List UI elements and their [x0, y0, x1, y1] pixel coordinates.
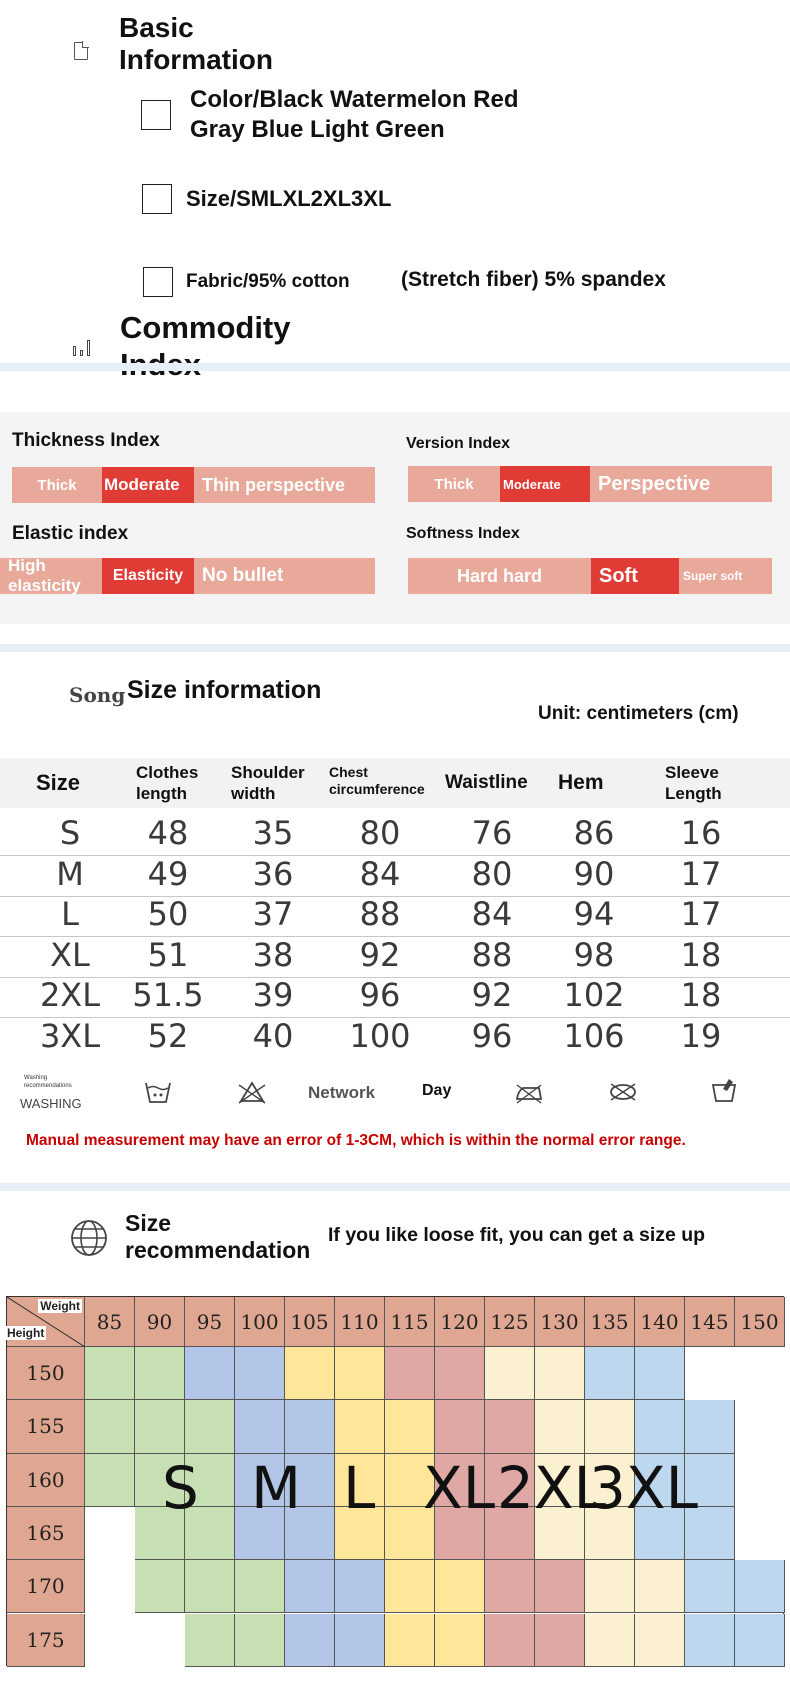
section-divider: [0, 363, 790, 371]
measurement-cell: 92: [471, 976, 513, 1014]
height-header-cell: 170: [7, 1560, 85, 1613]
size-name-cell: XL: [50, 936, 90, 974]
weight-header-cell: 110: [335, 1297, 385, 1347]
measurement-cell: 49: [147, 855, 189, 893]
size-cell: [485, 1614, 535, 1667]
size-cell: [185, 1560, 235, 1613]
header-clothes-length: Clothes length: [136, 763, 199, 803]
softness-hard-segment: Hard hard: [408, 558, 591, 594]
size-cell: [685, 1347, 735, 1400]
size-zone-label: 3XL: [589, 1454, 698, 1522]
measurement-cell: 35: [252, 814, 294, 852]
size-cell: [535, 1614, 585, 1667]
size-name-cell: M: [56, 855, 84, 893]
size-cell: [85, 1454, 135, 1507]
document-icon: [74, 42, 88, 60]
globe-icon: [70, 1219, 108, 1257]
size-cell: [485, 1347, 535, 1400]
size-cell: [335, 1400, 385, 1453]
size-cell: [485, 1560, 535, 1613]
no-dry-clean-icon: [608, 1079, 638, 1105]
weight-header-cell: 125: [485, 1297, 535, 1347]
softness-supersoft-segment: Super soft: [679, 558, 772, 594]
weight-header-cell: 100: [235, 1297, 285, 1347]
size-cell: [235, 1400, 285, 1453]
size-name-cell: 3XL: [39, 1017, 101, 1055]
measurement-cell: 36: [252, 855, 294, 893]
measurement-cell: 16: [680, 814, 722, 852]
size-cell: [635, 1560, 685, 1613]
thickness-thin-segment: Thin perspective: [194, 467, 375, 503]
measurement-cell: 88: [359, 895, 401, 933]
size-cell: [535, 1560, 585, 1613]
measurement-cell: 80: [359, 814, 401, 852]
size-cell: [735, 1400, 785, 1453]
elastic-index-title: Elastic index: [12, 523, 129, 544]
measurement-cell: 86: [573, 814, 615, 852]
weight-header-cell: 115: [385, 1297, 435, 1347]
measurement-cell: 52: [147, 1017, 189, 1055]
weight-header-cell: 105: [285, 1297, 335, 1347]
size-cell: [735, 1454, 785, 1507]
weight-header-cell: 95: [185, 1297, 235, 1347]
measurement-cell: 39: [252, 976, 294, 1014]
header-sleeve-length: Sleeve Length: [665, 763, 722, 803]
color-line1: Color/Black Watermelon Red: [190, 86, 519, 113]
size-cell: [385, 1614, 435, 1667]
measurement-cell: 76: [471, 814, 513, 852]
hand-wash-icon: [143, 1079, 173, 1105]
height-header-cell: 150: [7, 1347, 85, 1400]
size-cell: [385, 1347, 435, 1400]
size-cell: [235, 1347, 285, 1400]
fabric-checkbox: [143, 267, 173, 297]
measurement-cell: 17: [680, 855, 722, 893]
section-divider: [0, 1183, 790, 1191]
size-zone-label: XL: [423, 1454, 496, 1522]
version-moderate-segment: Moderate: [500, 466, 590, 502]
color-checkbox: [141, 100, 171, 130]
softness-index-bar: [408, 558, 772, 594]
measurement-cell: 96: [359, 976, 401, 1014]
measurement-cell: 98: [573, 936, 615, 974]
size-cell: [585, 1400, 635, 1453]
header-shoulder-width: Shoulder width: [231, 763, 305, 803]
size-cell: [735, 1347, 785, 1400]
size-cell: [535, 1347, 585, 1400]
size-cell: [85, 1614, 135, 1667]
measurement-cell: 51: [147, 936, 189, 974]
size-cell: [135, 1560, 185, 1613]
size-cell: [85, 1507, 135, 1560]
measurement-cell: 84: [471, 895, 513, 933]
size-cell: [585, 1614, 635, 1667]
commodity-title-line1: Commodity: [120, 310, 291, 345]
measurement-cell: 106: [563, 1017, 625, 1055]
size-cell: [385, 1560, 435, 1613]
size-cell: [85, 1400, 135, 1453]
height-axis-label: Height: [7, 1326, 45, 1340]
weight-header-cell: 85: [85, 1297, 135, 1347]
version-thick-segment: Thick: [408, 466, 500, 502]
measurement-cell: 37: [252, 895, 294, 933]
header-chest-circumference: Chest circumference: [329, 764, 425, 797]
height-header-cell: 175: [7, 1614, 85, 1667]
section-divider: [0, 644, 790, 652]
size-cell: [685, 1560, 735, 1613]
height-header-cell: 165: [7, 1507, 85, 1560]
unit-label: Unit: centimeters (cm): [538, 703, 739, 724]
no-bleach-icon: [237, 1079, 267, 1105]
softness-index-title: Softness Index: [406, 525, 520, 542]
weight-header-cell: 90: [135, 1297, 185, 1347]
size-cell: [435, 1347, 485, 1400]
size-cell: [135, 1400, 185, 1453]
size-zone-label: 2XL: [497, 1454, 606, 1522]
header-size: Size: [36, 770, 81, 795]
size-info-title: Size information: [127, 676, 322, 704]
size-cell: [85, 1347, 135, 1400]
version-index-title: Version Index: [406, 435, 511, 452]
size-cell: [635, 1347, 685, 1400]
size-cell: [285, 1347, 335, 1400]
day-label: Day: [422, 1082, 452, 1099]
measurement-cell: 94: [573, 895, 615, 933]
weight-header-cell: 135: [585, 1297, 635, 1347]
measurement-notice: Manual measurement may have an error of 1-3CM, which is within the normal error range.: [26, 1132, 686, 1149]
weight-height-corner: [7, 1297, 85, 1347]
size-cell: [435, 1400, 485, 1453]
measurement-cell: 92: [359, 936, 401, 974]
measurement-cell: 51.5: [132, 976, 204, 1014]
thickness-moderate-segment: Moderate: [102, 467, 194, 503]
size-name-cell: 2XL: [39, 976, 101, 1014]
size-cell: [185, 1400, 235, 1453]
size-range-text: Size/SMLXL2XL3XL: [186, 186, 392, 211]
washing-label: WASHING: [20, 1096, 82, 1111]
size-cell: [385, 1400, 435, 1453]
measurement-cell: 40: [252, 1017, 294, 1055]
size-cell: [185, 1614, 235, 1667]
size-cell: [335, 1614, 385, 1667]
size-cell: [85, 1560, 135, 1613]
elastic-nobullet-segment: No bullet: [194, 558, 375, 594]
weight-header-cell: 130: [535, 1297, 585, 1347]
size-cell: [585, 1560, 635, 1613]
header-waistline: Waistline: [445, 772, 528, 793]
bar-chart-icon: [73, 338, 95, 356]
measurement-cell: 90: [573, 855, 615, 893]
version-index-bar: [408, 466, 772, 502]
softness-soft-segment: Soft: [591, 558, 679, 594]
size-cell: [135, 1614, 185, 1667]
elastic-elasticity-segment: Elasticity: [102, 558, 194, 594]
size-cell: [685, 1614, 735, 1667]
thickness-index-bar: [12, 467, 375, 503]
fabric-text: Fabric/95% cotton: [186, 271, 350, 292]
size-cell: [535, 1400, 585, 1453]
washing-small-label: Washing recommendations: [24, 1075, 72, 1089]
size-checkbox: [142, 184, 172, 214]
elastic-index-bar: [0, 558, 375, 594]
fabric-extra-text: (Stretch fiber) 5% spandex: [401, 268, 666, 291]
size-cell: [235, 1614, 285, 1667]
weight-header-cell: 145: [685, 1297, 735, 1347]
thickness-index-title: Thickness Index: [12, 430, 160, 451]
size-cell: [485, 1400, 535, 1453]
measurement-cell: 100: [349, 1017, 411, 1055]
color-line2: Gray Blue Light Green: [190, 116, 445, 143]
size-cell: [285, 1400, 335, 1453]
elastic-high-segment: High elasticity: [0, 558, 102, 594]
height-header-cell: 160: [7, 1454, 85, 1507]
size-cell: [635, 1400, 685, 1453]
measurement-cell: 96: [471, 1017, 513, 1055]
size-cell: [435, 1560, 485, 1613]
size-recommendation-grid: [6, 1296, 784, 1666]
size-cell: [735, 1560, 785, 1613]
thickness-thick-segment: Thick: [12, 467, 102, 503]
version-perspective-segment: Perspective: [590, 466, 772, 502]
basic-title-line2: Information: [119, 44, 273, 75]
measurement-cell: 19: [680, 1017, 722, 1055]
weight-header-cell: 150: [735, 1297, 785, 1347]
measurement-cell: 48: [147, 814, 189, 852]
measurement-cell: 38: [252, 936, 294, 974]
size-cell: [185, 1347, 235, 1400]
size-name-cell: L: [61, 895, 79, 933]
size-cell: [285, 1560, 335, 1613]
size-cell: [235, 1560, 285, 1613]
recommendation-title-line2: recommendation: [125, 1237, 311, 1263]
measurement-cell: 80: [471, 855, 513, 893]
hang-dry-icon: [709, 1077, 739, 1103]
size-cell: [435, 1614, 485, 1667]
measurement-cell: 18: [680, 936, 722, 974]
size-name-cell: S: [59, 814, 81, 852]
size-cell: [735, 1507, 785, 1560]
header-hem: Hem: [558, 771, 604, 794]
size-zone-label: M: [251, 1454, 302, 1522]
measurement-cell: 50: [147, 895, 189, 933]
basic-title-line1: Basic: [119, 12, 194, 43]
size-cell: [635, 1614, 685, 1667]
iron-icon: [514, 1079, 544, 1105]
network-label: Network: [308, 1083, 376, 1102]
measurement-cell: 88: [471, 936, 513, 974]
recommendation-title-line1: Size: [125, 1210, 172, 1236]
weight-header-cell: 120: [435, 1297, 485, 1347]
size-cell: [735, 1614, 785, 1667]
size-cell: [585, 1347, 635, 1400]
height-header-cell: 155: [7, 1400, 85, 1453]
measurement-cell: 17: [680, 895, 722, 933]
size-cell: [335, 1347, 385, 1400]
size-cell: [335, 1560, 385, 1613]
brand-mark: Song: [69, 683, 126, 707]
measurement-cell: 84: [359, 855, 401, 893]
weight-axis-label: Weight: [40, 1299, 80, 1313]
size-cell: [685, 1400, 735, 1453]
size-cell: [285, 1614, 335, 1667]
size-zone-label: S: [162, 1454, 199, 1522]
loose-fit-tip: If you like loose fit, you can get a size up: [328, 1224, 706, 1246]
measurement-cell: 18: [680, 976, 722, 1014]
size-zone-label: L: [343, 1454, 376, 1522]
size-cell: [135, 1347, 185, 1400]
weight-header-cell: 140: [635, 1297, 685, 1347]
measurement-cell: 102: [563, 976, 625, 1014]
